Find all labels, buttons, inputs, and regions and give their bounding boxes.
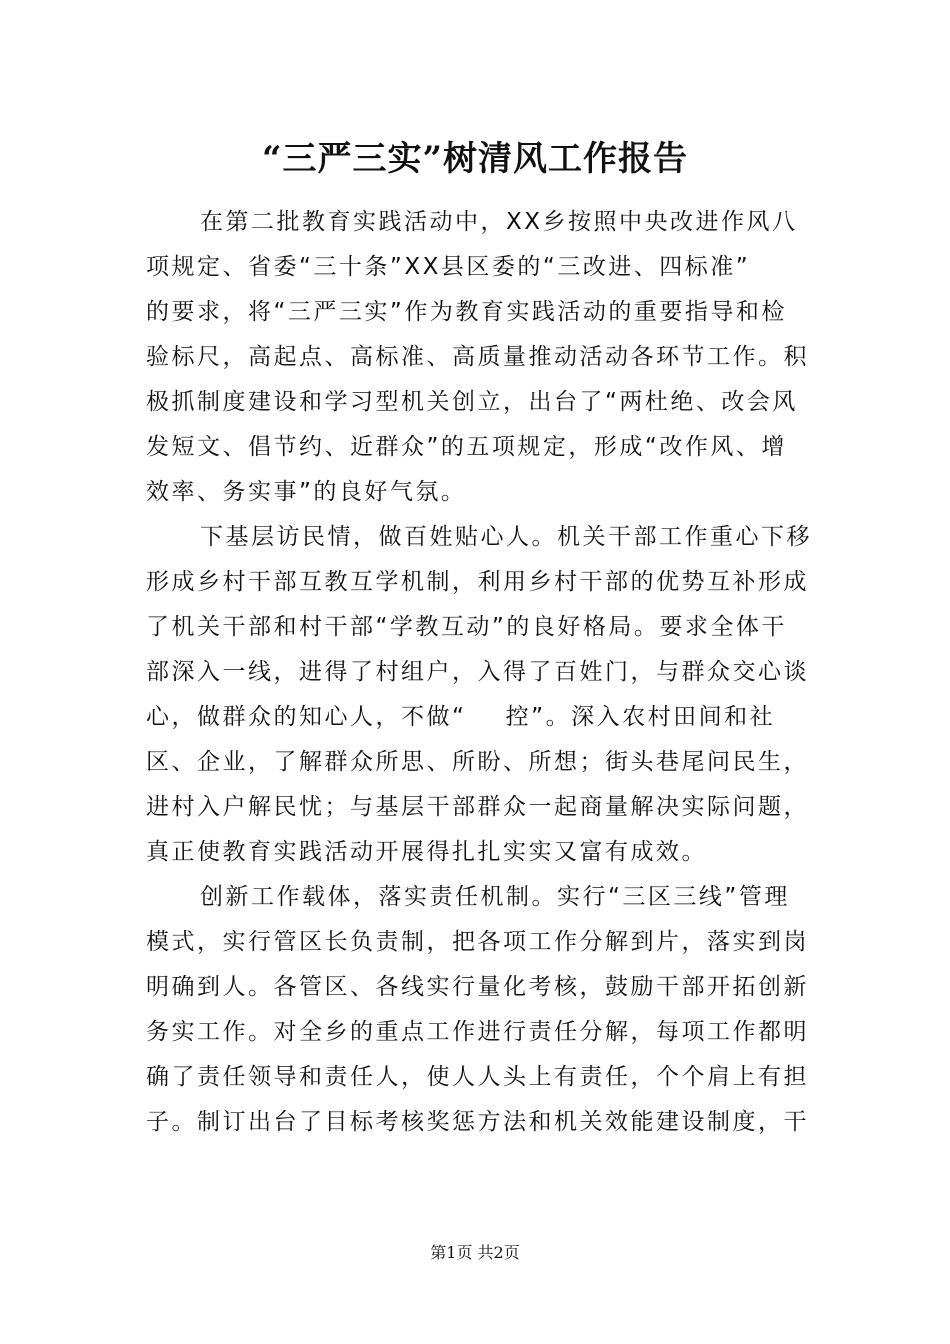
text-line: 发短文、倡节约、近群众”的五项规定，形成“改作风、增 (146, 434, 787, 460)
text-line: 极抓制度建设和学习型机关创立，出台了“两杜绝、改会风 (146, 389, 798, 415)
text-line: 了机关干部和村干部“学教互动”的良好格局。要求全体干 (146, 614, 787, 640)
text-line: 项规定、省委“三十条”XX县区委的“三改进、四标准” (146, 254, 751, 280)
text-line: 验标尺，高起点、高标准、高质量推动活动各环节工作。积 (146, 344, 809, 370)
text-line: 的要求，将“三严三实”作为教育实践活动的重要指导和检 (146, 299, 787, 325)
document-body (146, 200, 812, 1145)
text-line: 模式，实行管区长负责制，把各项工作分解到片，落实到岗 (146, 929, 809, 955)
text-line: 部深入一线，进得了村组户，入得了百姓门，与群众交心谈 (146, 659, 809, 685)
document-title: “三严三实”树清风工作报告 (261, 139, 689, 179)
text-line: 务实工作。对全乡的重点工作进行责任分解，每项工作都明 (146, 1019, 809, 1045)
paragraph-2 (146, 515, 812, 875)
text-line: 创新工作载体，落实责任机制。实行“三区三线”管理 (200, 884, 790, 910)
text-line: 确了责任领导和责任人，使人人头上有责任，个个肩上有担 (146, 1064, 809, 1090)
text-line: 区、企业，了解群众所思、所盼、所想；街头巷尾问民生， (146, 749, 809, 775)
text-line: 明确到人。各管区、各线实行量化考核，鼓励干部开拓创新 (146, 974, 809, 1000)
text-line: 在第二批教育实践活动中，XX乡按照中央改进作风八 (200, 209, 798, 235)
paragraph-3 (146, 875, 812, 1145)
text-line: 真正使教育实践活动开展得扎扎实实又富有成效。 (146, 839, 707, 865)
page-number-footer: 第1页 共2页 (430, 1243, 520, 1262)
text-line: 子。制订出台了目标考核奖惩方法和机关效能建设制度，干 (146, 1109, 809, 1135)
text-line: 进村入户解民忧；与基层干部群众一起商量解决实际问题， (146, 794, 809, 820)
text-line: 下基层访民情，做百姓贴心人。机关干部工作重心下移 (200, 524, 812, 550)
text-line: 形成乡村干部互教互学机制，利用乡村干部的优势互补形成 (146, 569, 809, 595)
text-line: 效率、务实事”的良好气氛。 (146, 479, 467, 505)
paragraph-1 (146, 200, 812, 515)
text-line: 心，做群众的知心人，不做“ 控”。深入农村田间和社 (146, 704, 776, 730)
